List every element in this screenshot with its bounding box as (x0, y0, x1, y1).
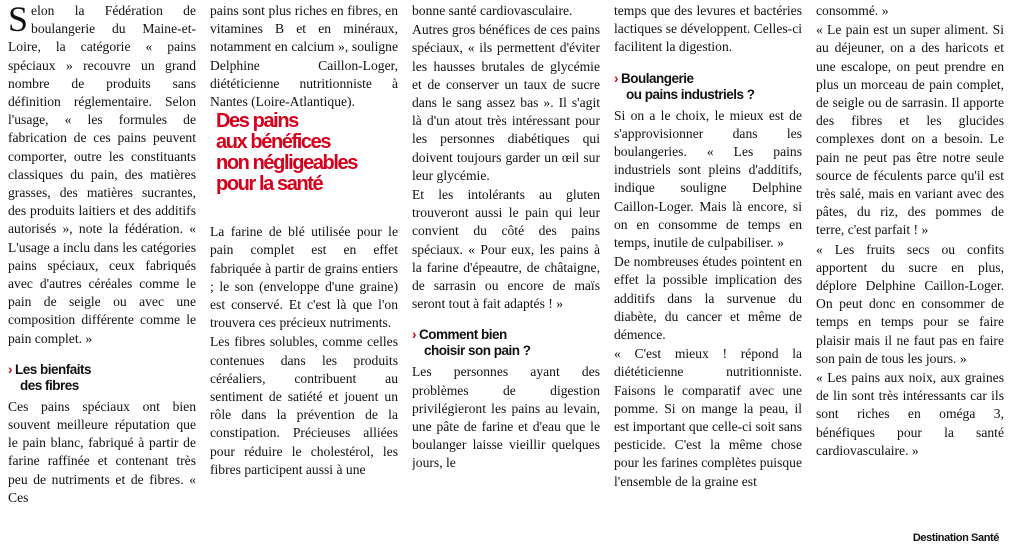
article-headline (216, 111, 398, 195)
paragraph-text: « C'est mieux ! répond la diététicienne nutritionniste. Faisons le comparatif avec une pomme. Si on mange la peau, il est important que celle-ci soit sans pesticide. C'est la même chose pour les farines complètes puisque l'ensemble de la graine est (614, 346, 802, 489)
paragraph-text: Autres gros bénéfices de ces pains spéciaux, « ils permettent d'éviter les hausses brutales de glycémie et de conserver un taux de sucre dans le sang assez bas ». Il s'agit là d'un atout très intéressant pour les personnes diabétiques qui doivent toujours garder un œil sur leur glycémie. (412, 22, 600, 183)
subheading-line-1: Comment bien (419, 327, 507, 343)
paragraph-text: « Les fruits secs ou confits apportent du sucre en plus, déplore Delphine Caillon-Loger. On peut donc en consommer de temps en temps pour se faire plaisir mais il ne faut pas en faire son pain de tous les jours. » (816, 241, 1004, 366)
article-column-4 (614, 2, 802, 550)
article-column-2 (210, 2, 398, 550)
paragraph (816, 21, 1004, 239)
drop-cap: S (8, 2, 29, 39)
paragraph-text: temps que des levures et bactéries lactiques se développent. Celles-ci facilitent la digestion. (614, 3, 802, 55)
article-column-3 (412, 2, 600, 550)
paragraph (412, 21, 600, 185)
subheading-line-2: ou pains industriels ? (626, 86, 755, 102)
paragraph-text: Si on a le choix, le mieux est de s'approvisionner dans les boulangeries. « Les pains industriels sont pleins d'additifs, indique souligne Delphine Caillon-Loger. Mais là encore, si on en consomme de temps en temps, inutile de culpabiliser. » (614, 107, 802, 251)
paragraph-text: Les personnes ayant des problèmes de digestion privilégieront les pains au levain, une pâte de farine et d'eau que le boulanger laisse vieillir quelques jours, le (412, 364, 600, 471)
paragraph (8, 2, 196, 348)
paragraph (816, 241, 1004, 368)
paragraph (8, 398, 196, 507)
article-column-1 (8, 2, 196, 550)
paragraph-text: pains sont plus riches en fibres, en vitamines B et en minéraux, notamment en calcium », souligne Delphine Caillon-Loger, diététicienne nutritionniste à Nantes (Loire-Atlantique). (210, 3, 398, 110)
paragraph (614, 2, 802, 57)
paragraph-text: Ces pains spéciaux ont bien souvent meilleure réputation que le pain blanc, fabriqué à partir de farine raffinée et contenant très peu de nutriments et de fibres. « Ces (8, 398, 196, 505)
subheading (412, 327, 600, 359)
subheading-line-1: Boulangerie (621, 70, 694, 86)
paragraph-text: Les fibres solubles, comme celles contenues dans les produits céréaliers, contribuent au sentiment de satiété et jouent un rôle dans la prévention de la constipation. Précieuses alliées pour réduire le cholestérol, les fibres participent aussi à une (210, 334, 398, 477)
subheading (614, 71, 802, 103)
paragraph-text: Et les intolérants au gluten trouveront aussi le pain qui leur convient du côté des pains spéciaux. « Pour eux, les pains à la farine d'épeautre, de châtaigne, de sarrasin ou encore de maïs seront tout à fait adaptés ! » (412, 187, 600, 312)
paragraph (614, 107, 802, 253)
chevron-right-icon: › (412, 327, 416, 343)
headline-line: non négligeables (216, 152, 357, 175)
paragraph-text: consommé. » (816, 3, 889, 18)
headline-line: pour la santé (216, 173, 323, 196)
paragraph (816, 369, 1004, 460)
subheading (8, 362, 196, 394)
paragraph (412, 186, 600, 313)
subheading-line-1: Les bienfaits (15, 361, 92, 377)
source-credit: Destination Santé (912, 532, 999, 544)
paragraph (816, 2, 1004, 20)
paragraph-text: De nombreuses études pointent en effet la possible implication des additifs dans la survenue du diabète, du cancer et même de démence. (614, 254, 802, 343)
paragraph (614, 253, 802, 344)
paragraph (412, 2, 600, 20)
paragraph (210, 223, 398, 332)
paragraph-text: « Les pains aux noix, aux graines de lin sont très intéressants car ils sont riches en oméga 3, bénéfiques pour la santé cardiovasculaire. » (816, 370, 1004, 458)
chevron-right-icon: › (614, 70, 618, 86)
paragraph (412, 363, 600, 472)
paragraph (614, 345, 802, 491)
paragraph-text: « Le pain est un super aliment. Si au déjeuner, on a des haricots et une escalope, on peut prendre en plus un morceau de pain complet, de seigle ou de sarrasin. Il apporte des fibres et les glucides complexes dont on a besoin. Le pain ne peut pas être notre seule source de féculents parce qu'il est très salé, mais en variant avec des pâtes, du riz, des pommes de terre, c'est parfait ! » (816, 22, 1004, 238)
paragraph-text: elon la Fédération de boulangerie du Maine-et-Loire, la catégorie « pains spéciaux » recouvre un grand nombre de produits sans définition réglementaire. Selon l'usage, « les formules de fabrication de ces pains peuvent comporter, outre les constituants classiques du pain, des matières grasses, des matières sucrantes, des produits laitiers et des additifs autorisés », note la fédération. « L'usage a inclu dans les catégories pains spéciaux, ceux fabriqués avec d'autres céréales comme le pain de seigle ou avec une composition différente comme le pain complet. » (8, 3, 196, 346)
subheading-line-2: des fibres (20, 377, 79, 393)
paragraph-text: bonne santé cardiovasculaire. (412, 3, 573, 18)
paragraph (210, 2, 398, 111)
paragraph (210, 333, 398, 479)
subheading-line-2: choisir son pain ? (424, 343, 531, 359)
headline-line: aux bénéfices (216, 131, 331, 154)
chevron-right-icon: › (8, 361, 12, 377)
paragraph-text: La farine de blé utilisée pour le pain complet est en effet fabriquée à partir de grains entiers ; le son (enveloppe d'une graine) est conservé. Et c'est là que l'on trouvera ces précieux nutriments. (210, 224, 398, 331)
headline-line: Des pains (216, 110, 298, 133)
article-column-5 (816, 2, 1004, 550)
